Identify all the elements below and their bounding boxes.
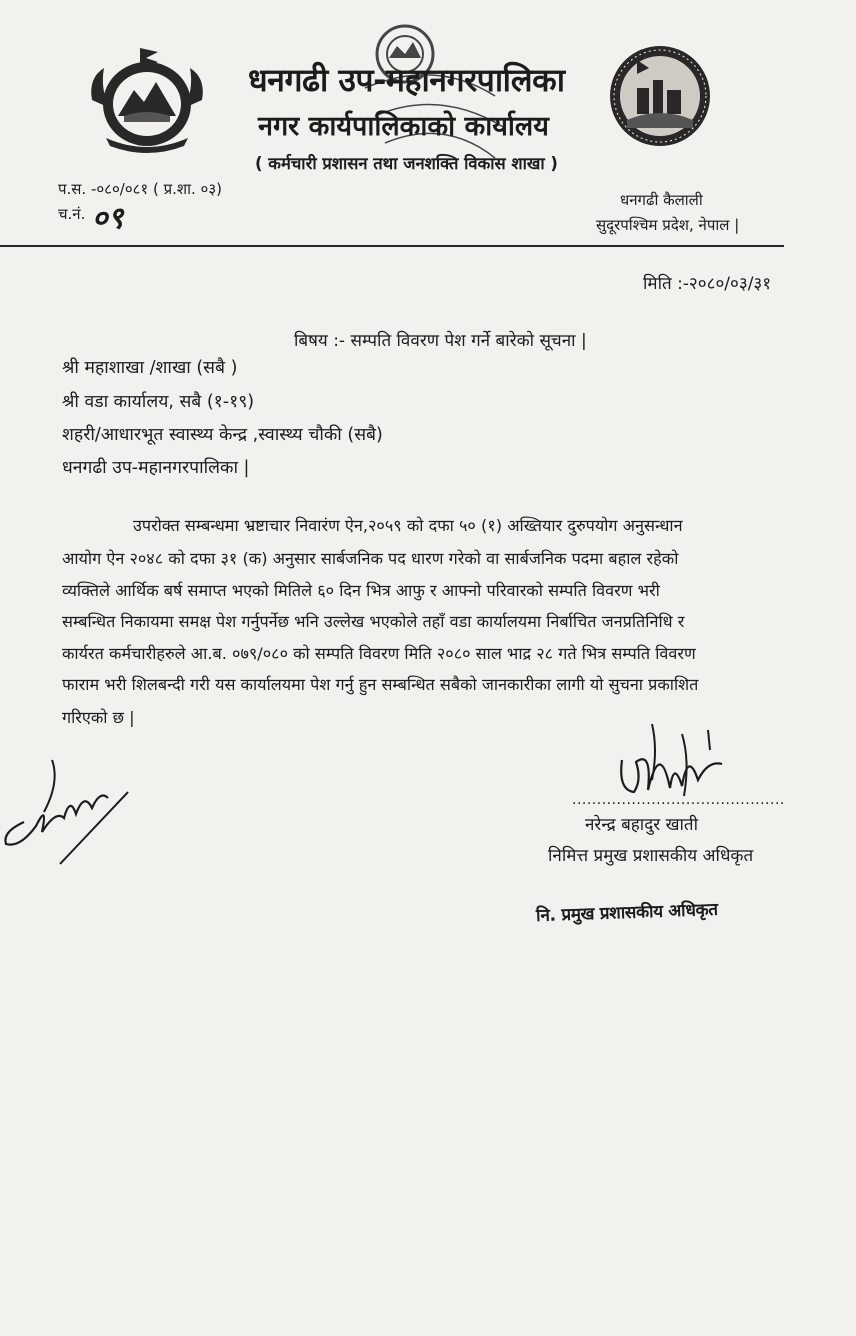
nepal-emblem-icon bbox=[84, 38, 210, 156]
body-line: व्यक्तिले आर्थिक बर्ष समाप्त भएको मितिले ६० दिन भित्र आफु र आफ्नो परिवारको सम्पति विवरण भरी bbox=[62, 581, 660, 600]
body-line: उपरोक्त सम्बन्धमा भ्रष्टाचार निवारंण ऐन,२०५९ को दफा ५० (१) अख्तियार दुरुपयोग अनुसन्धान bbox=[133, 516, 683, 535]
municipality-logo-icon bbox=[607, 40, 713, 152]
body-line: कार्यरत कर्मचारीहरुले आ.ब. ०७९/०८० को सम्पति विवरण मिति २०८० साल भाद्र २८ गते भित्र सम्पति विवरण bbox=[62, 644, 696, 663]
signature-line: ........................................... bbox=[572, 792, 785, 808]
recipient-line: श्री वडा कार्यालय, सबै (१-१९) bbox=[62, 392, 255, 412]
dispatch-number-handwritten: ०९ bbox=[92, 201, 124, 236]
branch-name: ( कर्मचारी प्रशासन तथा जनशक्ति विकास शाखा ) bbox=[255, 154, 558, 173]
office-name: नगर कार्यपालिकाको कार्यालय bbox=[258, 111, 549, 142]
recipient-line: श्री महाशाखा /शाखा (सबै ) bbox=[62, 358, 238, 378]
recipient-line: शहरी/आधारभूत स्वास्थ्य केन्द्र ,स्वास्थ्य चौकी (सबै) bbox=[62, 425, 383, 445]
address-line-1: धनगढी कैलाली bbox=[620, 191, 703, 209]
dispatch-label: च.नं. bbox=[58, 205, 86, 223]
body-line: सम्बन्धित निकायमा समक्ष पेश गर्नुपर्नेछ भनि उल्लेख भएकोले तहाँ वडा कार्यालयमा निर्बाचित जनप्रतिनिधि र bbox=[62, 612, 685, 631]
margin-initials-icon bbox=[0, 752, 140, 870]
recipient-line: धनगढी उप-महानगरपालिका | bbox=[62, 458, 250, 478]
municipality-title: धनगढी उप-महानगरपालिका bbox=[248, 61, 565, 99]
reference-number: प.स. -०८०/०८१ ( प्र.शा. ०३) bbox=[58, 180, 222, 198]
notice-date: मिति :-२०८०/०३/३१ bbox=[643, 274, 772, 294]
signatory-name: नरेन्द्र बहादुर खाती bbox=[585, 815, 698, 835]
designation-stamp: नि. प्रमुख प्रशासकीय अधिकृत bbox=[535, 899, 719, 927]
body-line: गरिएको छ | bbox=[62, 708, 135, 727]
notice-subject: बिषय :- सम्पति विवरण पेश गर्ने बारेको सूचना | bbox=[294, 331, 587, 351]
address-line-2: सुदूरपश्चिम प्रदेश, नेपाल | bbox=[596, 216, 740, 234]
signatory-title: निमित्त प्रमुख प्रशासकीय अधिकृत bbox=[548, 846, 754, 866]
body-line: फाराम भरी शिलबन्दी गरी यस कार्यालयमा पेश गर्नु हुन सम्बन्धित सबैको जानकारीका लागी यो सुचना प्रकाशित bbox=[62, 675, 699, 694]
header-divider bbox=[0, 245, 784, 247]
body-line: आयोग ऐन २०४८ को दफा ३१ (क) अनुसार सार्बजनिक पद धारण गरेको वा सार्बजनिक पदमा बहाल रहेको bbox=[62, 549, 679, 568]
